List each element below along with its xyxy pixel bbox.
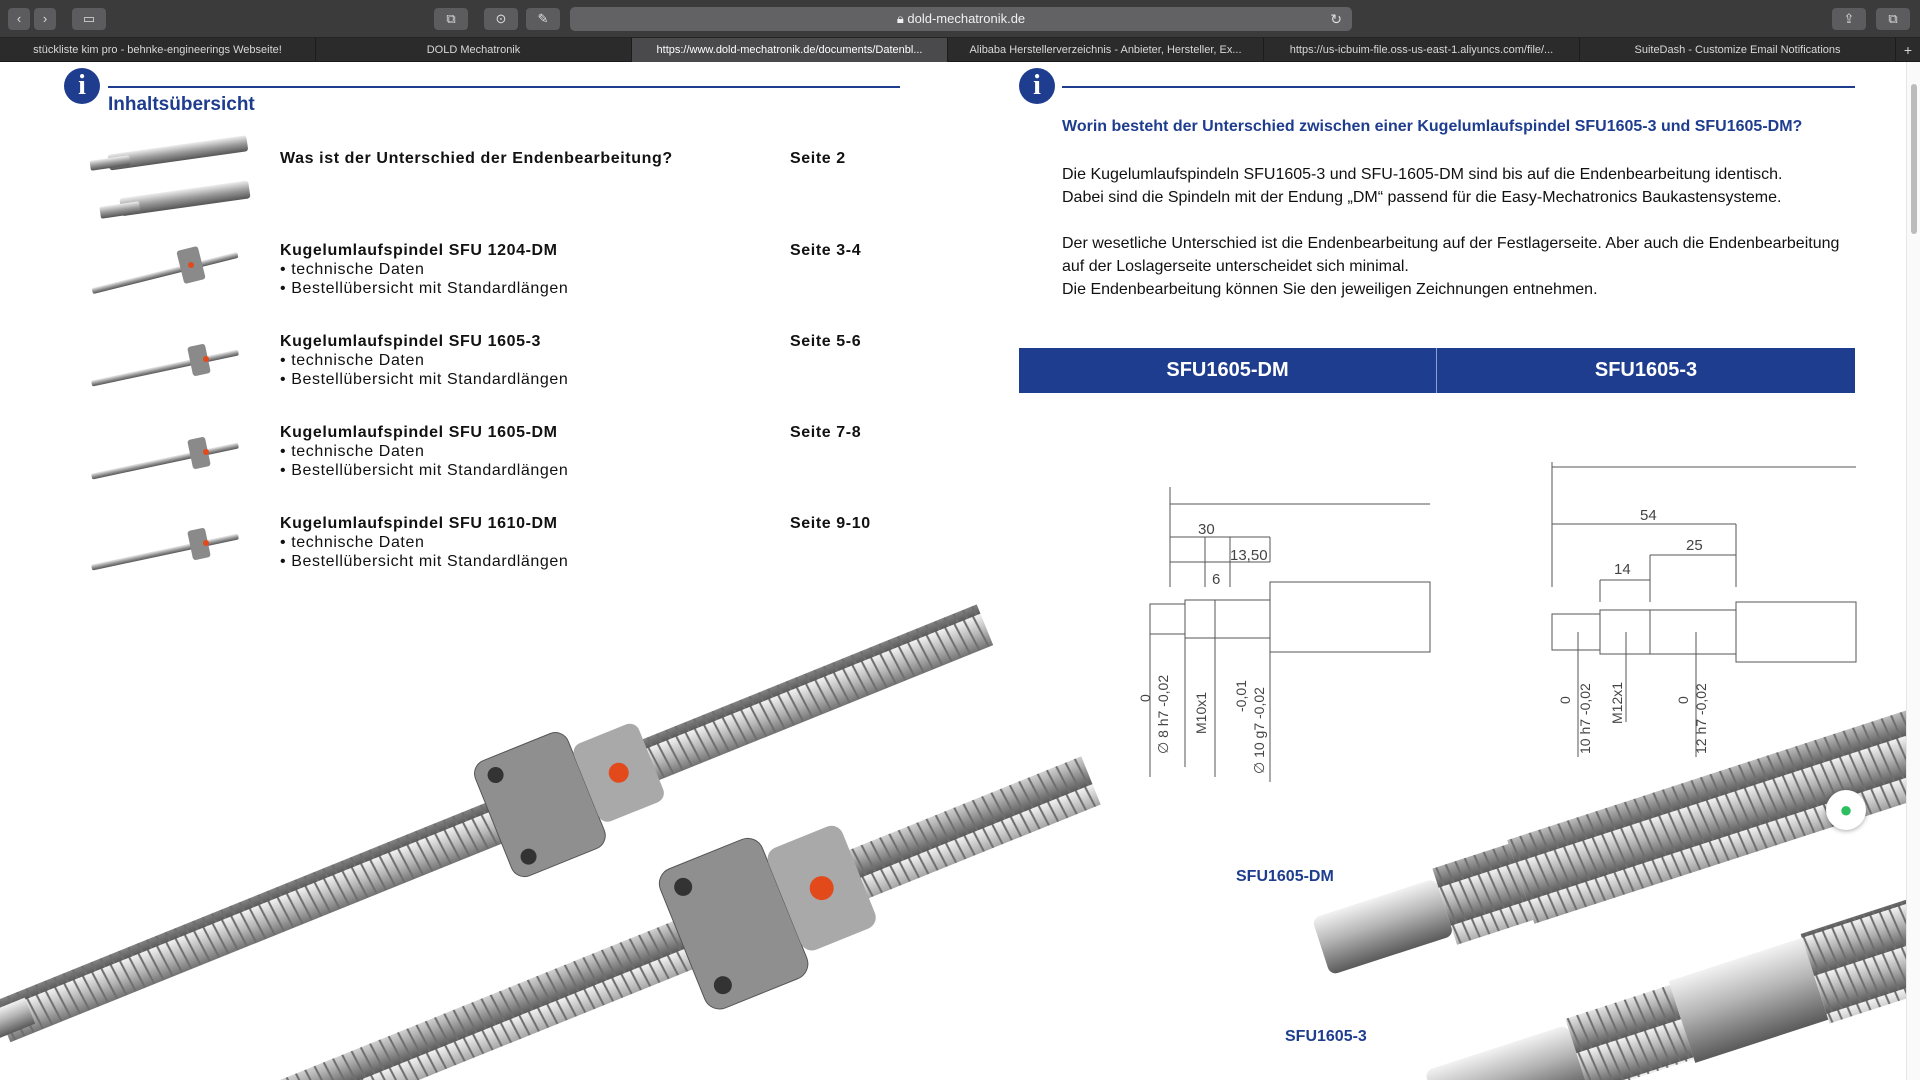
dim-label: 54 [1640,507,1657,524]
header-sfu1605-3: SFU1605-3 [1594,359,1698,381]
browser-tab[interactable]: Alibaba Herstellerverzeichnis - Anbieter, Hersteller, Ex... [948,38,1264,62]
browser-tab[interactable]: https://us-icbuim-file.oss-us-east-1.aliyuncs.com/file/... [1264,38,1580,62]
evernote-icon[interactable]: ● [1826,790,1866,830]
toc-bullet: • Bestellübersicht mit Standardlängen [280,553,569,570]
tolerance-label: M12x1 [1609,681,1625,724]
toc-page: Seite 3-4 [790,242,862,259]
dim-label: 13,50 [1230,547,1268,564]
intro-line: Die Kugelumlaufspindeln SFU1605-3 und SFU-1605-DM sind bis auf die Endenbearbeitung identisch. [1062,166,1783,183]
tolerance-label: 10 h7 -0,02 [1577,683,1593,754]
browser-toolbar [0,0,1920,38]
toc-row[interactable] [80,507,880,587]
forward-icon[interactable]: › [34,8,56,30]
tolerance-label: 0 [1137,694,1153,702]
intro-line: Dabei sind die Spindeln mit der Endung „DM“ passend für die Easy-Mechatronics Baukastensysteme. [1062,189,1782,206]
browser-tab-active[interactable]: https://www.dold-mechatronik.de/documents/Datenbl... [632,38,948,62]
header-sfu1605-dm: SFU1605-DM [1166,359,1289,381]
toc-row[interactable] [80,132,880,212]
heading-rule [108,86,900,88]
new-tab-icon[interactable]: + [1903,42,1913,58]
tolerance-label: 0 [1675,696,1691,704]
tolerance-label: ∅ 8 h7 -0,02 [1155,674,1171,754]
toc-bullet: • technische Daten [280,443,425,460]
toc-bullet: • technische Daten [280,261,425,278]
tolerance-label: 0 [1557,696,1573,704]
scrollbar[interactable] [1906,62,1920,1080]
tabs-overview-icon[interactable]: ⧉ [1876,8,1910,30]
toc-bullet: • technische Daten [280,534,425,551]
toc-bullet: • Bestellübersicht mit Standardlängen [280,371,569,388]
browser-tab[interactable]: SuiteDash - Customize Email Notifications [1580,38,1896,62]
explanation-line: Der wesetliche Unterschied ist die Endenbearbeitung auf der Festlagerseite. Aber auch die Endenbearbeitung [1062,235,1840,252]
ballscrew-thumbnail [80,234,252,308]
explanation-line: Die Endenbearbeitung können Sie den jeweiligen Zeichnungen entnehmen. [1062,281,1598,298]
toc-row[interactable] [80,416,880,496]
toc-title: Kugelumlaufspindel SFU 1610-DM [280,515,558,532]
lock-icon: 🔒︎ [896,11,904,26]
document-view [0,62,1920,1080]
explanation-line: auf der Loslagerseite unterscheidet sich minimal. [1062,258,1409,275]
ballscrew-ends-thumbnail [80,132,252,224]
dim-label: 6 [1212,571,1221,588]
info-icon: i [1019,68,1055,104]
toc-title: Kugelumlaufspindel SFU 1605-3 [280,333,542,350]
toc-bullet: • Bestellübersicht mit Standardlängen [280,462,569,479]
sidebar-icon[interactable]: ▭ [72,8,106,30]
address-url: dold-mechatronik.de [907,11,1026,26]
toc-heading: Inhaltsübersicht [108,94,255,115]
toc-page: Seite 9-10 [790,515,871,532]
browser-tab[interactable]: stückliste kim pro - behnke-engineerings Webseite! [0,38,316,62]
translate-icon[interactable]: ⧉ [434,8,468,30]
comparison-question: Worin besteht der Unterschied zwischen einer Kugelumlaufspindel SFU1605-3 und SFU1605-DM? [1062,118,1803,135]
photo-label: SFU1605-DM [1236,868,1334,885]
browser-tab[interactable]: DOLD Mechatronik [316,38,632,62]
toc-row[interactable] [80,234,880,314]
toc-row[interactable] [80,325,880,405]
tolerance-label: 12 h7 -0,02 [1693,683,1709,754]
toc-bullet: • Bestellübersicht mit Standardlängen [280,280,569,297]
toc-page: Seite 7-8 [790,424,862,441]
dim-label: 30 [1198,521,1215,538]
ballscrew-product-photo [40,652,960,1080]
reload-icon[interactable]: ↻ [1330,11,1342,27]
comparison-header [1019,348,1855,393]
toc-title: Kugelumlaufspindel SFU 1204-DM [280,242,558,259]
ballscrew-thumbnail [80,507,252,581]
toc-bullet: • technische Daten [280,352,425,369]
ballscrew-ends-photo [1320,712,1906,1080]
scrollbar-thumb[interactable] [1911,84,1917,234]
toc-title: Was ist der Unterschied der Endenbearbeitung? [280,150,673,167]
tab-bar [0,38,1920,62]
privacy-icon[interactable]: ⊙ [484,8,518,30]
toc-page: Seite 5-6 [790,333,862,350]
evernote-toolbar-icon[interactable]: ✎ [526,8,560,30]
dim-label: 25 [1686,537,1703,554]
ballscrew-thumbnail [80,416,252,490]
toc-title: Kugelumlaufspindel SFU 1605-DM [280,424,558,441]
back-icon[interactable]: ‹ [8,8,30,30]
tolerance-label: M10x1 [1193,691,1209,734]
share-icon[interactable]: ⇪ [1832,8,1866,30]
toc-page: Seite 2 [790,150,846,167]
tolerance-label: -0,01 [1233,680,1249,712]
info-icon: i [64,68,100,104]
heading-rule [1062,86,1855,88]
ballscrew-thumbnail [80,325,252,399]
address-bar[interactable] [570,7,1352,31]
dim-label: 14 [1614,561,1631,578]
tolerance-label: ∅ 10 g7 -0,02 [1251,687,1267,774]
photo-label: SFU1605-3 [1285,1028,1367,1045]
